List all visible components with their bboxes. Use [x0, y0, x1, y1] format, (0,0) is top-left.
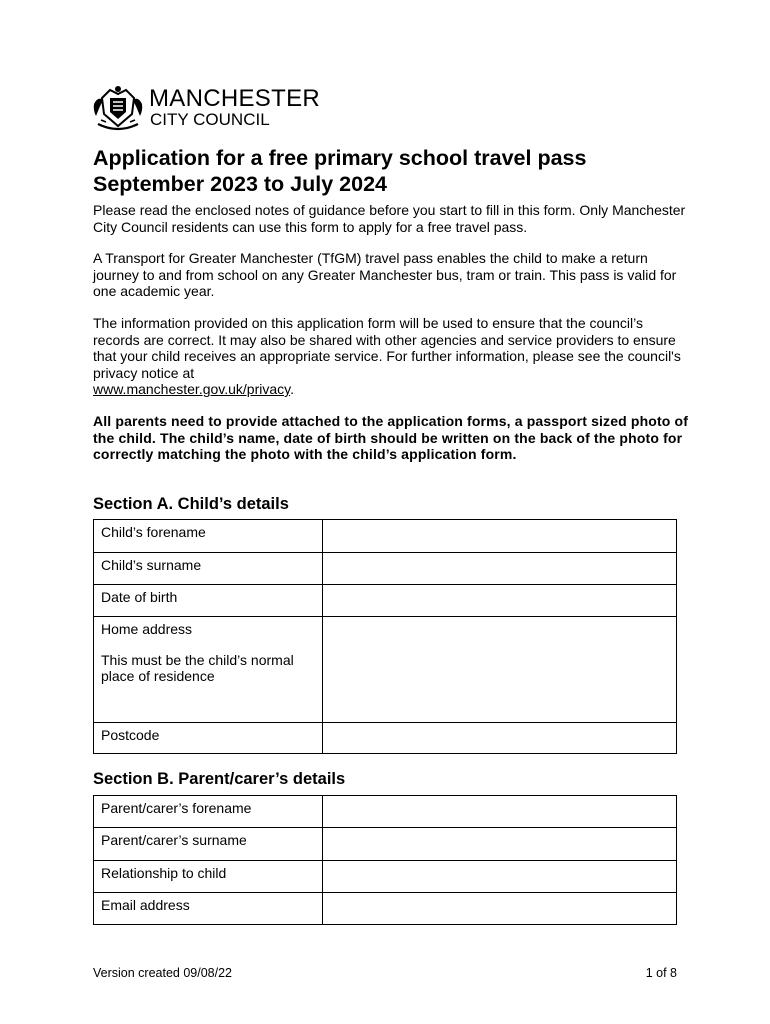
title-line-2: September 2023 to July 2024 [93, 172, 387, 196]
table-row [94, 723, 677, 754]
postcode-label: Postcode [94, 723, 323, 754]
section-b-title: Section B. Parent/carer’s details [93, 770, 346, 788]
photo-requirement-paragraph: All parents need to provide attached to the application forms, a passport sized photo of the child. The child’s name, date of birth should be written on the back of the photo for correctly matching the photo with the child’s application form. [93, 413, 689, 462]
council-logo [92, 84, 332, 132]
privacy-text: The information provided on this application form will be used to ensure that the council’s records are correct. It may also be shared with other agencies and service providers to ensure that your child receives an appropriate service. For further information, please see the council's privacy notice at [93, 315, 681, 381]
email-address-label: Email address [94, 893, 323, 925]
table-row [94, 585, 677, 617]
table-row [94, 553, 677, 585]
parent-surname-label: Parent/carer’s surname [94, 828, 323, 861]
child-forename-label: Child’s forename [94, 520, 323, 553]
council-crest-icon [92, 84, 144, 132]
table-row [94, 861, 677, 893]
table-row [94, 828, 677, 861]
privacy-end: . [290, 381, 295, 397]
child-forename-field[interactable] [323, 520, 677, 553]
logo-name: MANCHESTER [149, 85, 321, 112]
section-a-title: Section A. Child’s details [93, 495, 289, 513]
page-title [93, 145, 693, 197]
child-details-table [93, 519, 677, 754]
table-row [94, 520, 677, 553]
postcode-field[interactable] [323, 723, 677, 754]
title-line-1: Application for a free primary school travel pass [93, 146, 587, 170]
parent-surname-field[interactable] [323, 828, 677, 861]
home-address-label: Home address [101, 621, 193, 637]
home-address-label-cell [94, 617, 323, 723]
guidance-paragraph: Please read the enclosed notes of guidance before you start to fill in this form. Only Manchester City Council residents can use this form to apply for a free travel pass. [93, 202, 686, 235]
home-address-note: This must be the child’s normal place of residence [101, 651, 294, 684]
logo-subtitle: CITY COUNCIL [150, 110, 270, 129]
table-row [94, 893, 677, 925]
parent-forename-field[interactable] [323, 796, 677, 828]
version-text: Version created 09/08/22 [93, 966, 232, 980]
parent-forename-label: Parent/carer’s forename [94, 796, 323, 828]
privacy-paragraph [93, 315, 693, 398]
email-address-field[interactable] [323, 893, 677, 925]
table-row [94, 796, 677, 828]
child-surname-field[interactable] [323, 553, 677, 585]
date-of-birth-label: Date of birth [94, 585, 323, 617]
page-number: 1 of 8 [645, 966, 677, 980]
relationship-label: Relationship to child [94, 861, 323, 893]
parent-details-table [93, 795, 677, 925]
date-of-birth-field[interactable] [323, 585, 677, 617]
travel-pass-paragraph: A Transport for Greater Manchester (TfGM) travel pass enables the child to make a return journey to and from school on any Greater Manchester bus, tram or train. This pass is valid for one academic year. [93, 250, 677, 299]
table-row [94, 617, 677, 723]
home-address-field[interactable] [323, 617, 677, 723]
child-surname-label: Child’s surname [94, 553, 323, 585]
relationship-field[interactable] [323, 861, 677, 893]
privacy-link[interactable]: www.manchester.gov.uk/privacy [93, 381, 291, 397]
